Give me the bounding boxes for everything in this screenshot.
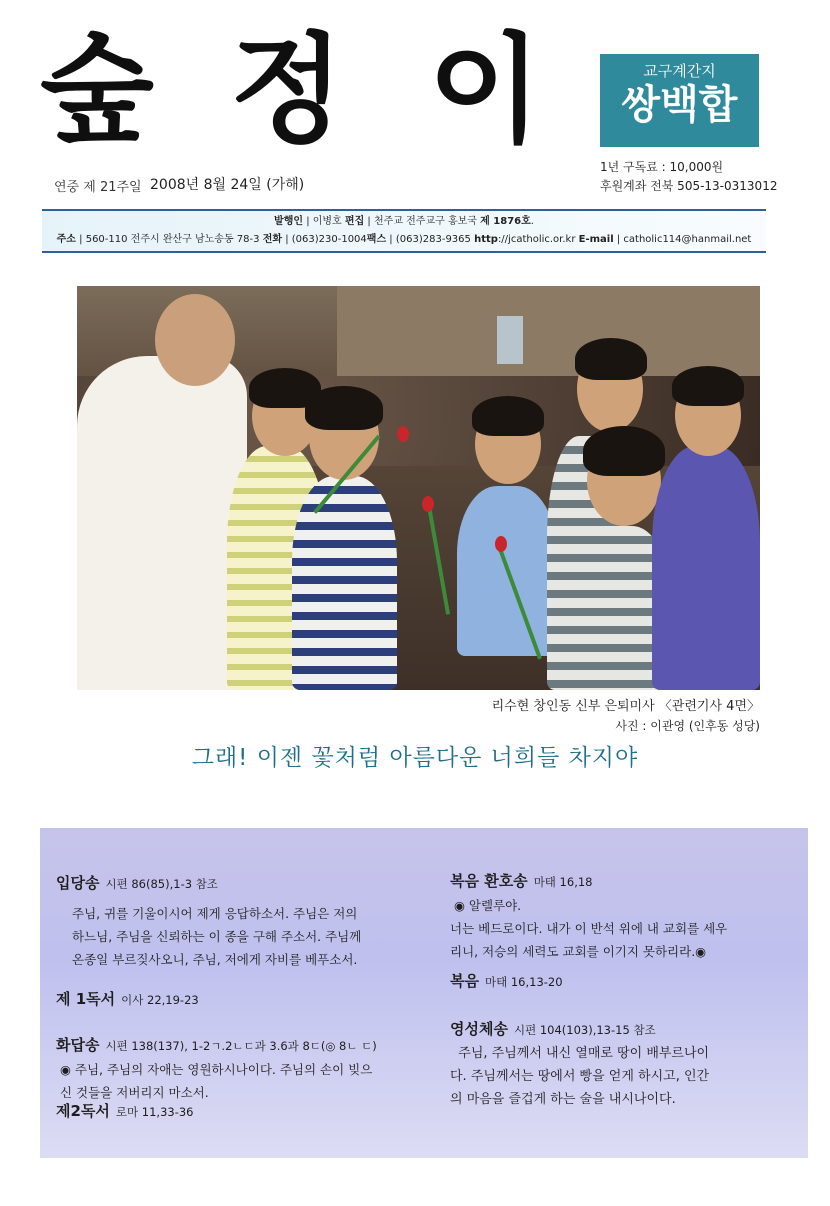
gospel-label: 복음 [450, 972, 479, 990]
entrance-line: 주님, 귀를 기울이시어 제게 응답하소서. 주님은 저의 [72, 906, 358, 921]
second-reading-label: 제2독서 [56, 1102, 110, 1120]
photo-credit: 사진 : 이관영 (인후동 성당) [615, 719, 760, 733]
email-label: E-mail [578, 234, 614, 245]
psalm-text [56, 1058, 416, 1104]
entrance-line: 온종일 부르짖사오니, 주님, 저에게 자비를 베푸소서. [72, 952, 358, 967]
address: 560-110 전주시 완산구 남노송동 78-3 [85, 234, 260, 245]
entrance-text [56, 902, 416, 971]
communion-antiphon [450, 1018, 800, 1111]
editor-label: 편집 [344, 216, 365, 227]
communion-text [450, 1042, 800, 1111]
communion-label: 영성체송 [450, 1020, 508, 1038]
masthead-title [40, 20, 580, 160]
subscription-fee: 1년 구독료 : 10,000원 [600, 160, 724, 174]
entrance-ref: 시편 86(85),1-3 참조 [105, 877, 218, 891]
issue-number: 제 1876호 [480, 216, 531, 227]
photo-child-hair [583, 426, 665, 476]
liturgy-box [40, 828, 808, 1158]
second-reading [56, 1100, 416, 1124]
photo-child-hair [575, 338, 647, 380]
photo-child-hair [672, 366, 744, 406]
mass-photo [77, 286, 760, 690]
photo-caption: 리수현 창인동 신부 은퇴미사 〈관련기사 4면〉 [491, 699, 760, 714]
publisher-row-2: 주소 | 560-110 전주시 완산구 남노송동 78-3 전화 | (063)230-1004팩스 | (063)283-9365 http://jcatholic.or.kr E-mail | catholic114@hanmail.net [56, 234, 752, 245]
entrance-line: 하느님, 주님을 신뢰하는 이 종을 구해 주소서. 주님께 [72, 929, 362, 944]
publisher-label: 발행인 [274, 216, 304, 227]
acclamation-line: ◉ 알렐루야. [454, 898, 522, 913]
rose-bud [495, 536, 507, 552]
publisher-name: 이병호 [312, 216, 342, 227]
photo-window [497, 316, 523, 364]
fax: (063)283-9365 [395, 234, 471, 245]
rose-bud [397, 426, 409, 442]
entrance-antiphon [56, 872, 416, 971]
publisher-row-1: 발행인 | 이병호 편집 | 천주교 전주교구 홍보국 제 1876호. [274, 216, 534, 227]
photo-priest [77, 356, 247, 690]
photo-child-hair [472, 396, 544, 436]
acclamation-line: 너는 베드로이다. 내가 이 반석 위에 내 교회를 세우 [450, 921, 728, 936]
second-reading-ref: 로마 11,33-36 [115, 1105, 194, 1119]
photo-priest-head [155, 294, 235, 386]
gospel-acclamation [450, 870, 800, 963]
gospel [450, 970, 800, 994]
entrance-label: 입당송 [56, 874, 100, 892]
fax-label: 팩스 [366, 234, 387, 245]
first-reading-ref: 이사 22,19-23 [121, 993, 199, 1007]
acclamation-label: 복음 환호송 [450, 872, 528, 890]
donation-account: 후원계좌 전북 505-13-0313012 [600, 179, 778, 193]
issue-label: 연중 제 21주일 [54, 180, 142, 195]
acclamation-text [450, 894, 800, 963]
psalm-line: 신 것들을 저버리지 마소서. [60, 1085, 209, 1100]
acclamation-ref: 마태 16,18 [533, 875, 593, 889]
communion-ref: 시편 104(103),13-15 참조 [513, 1023, 656, 1037]
web-url: ://jcatholic.or.kr [497, 234, 576, 245]
masthead-char-2: 정 [230, 20, 344, 159]
logo-name: 쌍백합 [621, 81, 738, 128]
diocese-logo [600, 54, 759, 147]
address-label: 주소 [56, 234, 76, 245]
psalm-ref: 시편 138(137), 1-2ㄱ.2ㄴㄷ과 3.6과 8ㄷ(◎ 8ㄴ ㄷ) [105, 1039, 377, 1053]
editor-name: 천주교 전주교구 홍보국 [373, 216, 477, 227]
photo-child-hair [305, 386, 383, 430]
rose-stem [427, 506, 450, 615]
acclamation-line: 리니, 저승의 세력도 교회를 이기지 못하리라.◉ [450, 944, 707, 959]
web-label: http [474, 234, 498, 245]
logo-subtitle: 교구계간지 [643, 62, 716, 80]
first-reading [56, 988, 416, 1012]
subscription-info [600, 158, 777, 196]
communion-line: 다. 주님께서는 땅에서 빵을 얻게 하시고, 인간 [450, 1069, 710, 1084]
psalm-label: 화답송 [56, 1036, 100, 1054]
photo-child [292, 476, 397, 690]
email: catholic114@hanmail.net [623, 234, 752, 245]
rose-bud [422, 496, 434, 512]
masthead-char-1: 숲 [40, 20, 154, 159]
communion-line: 의 마음을 즐겁게 하는 술을 내시나이다. [450, 1092, 676, 1107]
first-reading-label: 제 1독서 [56, 990, 116, 1008]
psalm-line: ◉ 주님, 주님의 자애는 영원하시나이다. 주님의 손이 빚으 [60, 1062, 373, 1077]
issue-date: 2008년 8월 24일 (가해) [150, 177, 305, 193]
headline: 그래! 이젠 꽃처럼 아름다운 너희들 차지야 [191, 745, 639, 771]
phone: (063)230-1004 [291, 234, 367, 245]
publisher-bar [42, 209, 766, 253]
photo-child [652, 446, 760, 690]
gospel-ref: 마태 16,13-20 [484, 975, 563, 989]
communion-line: 주님, 주님께서 내신 열매로 땅이 배부르나이 [450, 1046, 710, 1061]
phone-label: 전화 [262, 234, 283, 245]
responsorial-psalm [56, 1034, 416, 1104]
masthead-char-3: 이 [428, 20, 542, 159]
